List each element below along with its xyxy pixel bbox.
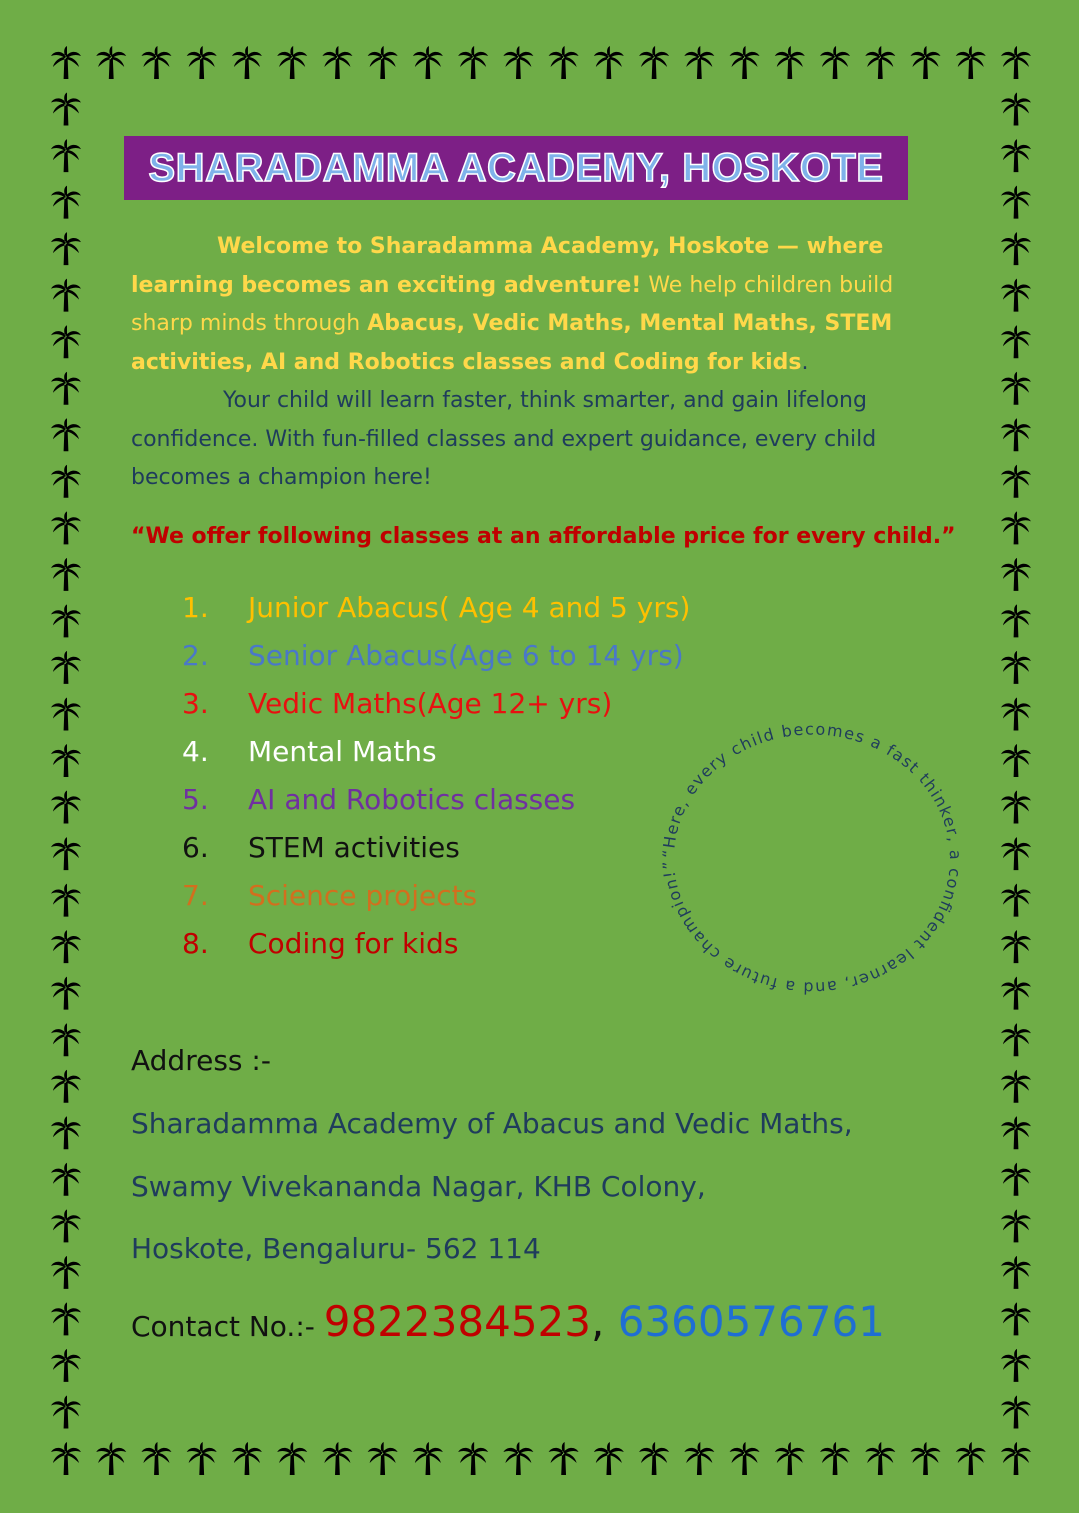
palm-tree-icon — [232, 46, 262, 79]
palm-tree-icon — [865, 1442, 895, 1475]
palm-tree-icon — [1001, 1209, 1031, 1242]
palm-tree-icon — [413, 46, 443, 79]
palm-tree-icon — [1001, 1349, 1031, 1382]
phone-number-1[interactable]: 9822384523 — [323, 1297, 591, 1346]
palm-tree-icon — [1001, 697, 1031, 730]
palm-tree-icon — [51, 139, 81, 172]
palm-tree-icon — [322, 46, 352, 79]
palm-tree-icon — [51, 1442, 81, 1475]
class-label: Vedic Maths(Age 12+ yrs) — [248, 687, 613, 720]
address-line-1: Sharadamma Academy of Abacus and Vedic Maths, — [131, 1107, 853, 1140]
class-item — [182, 728, 702, 776]
class-list — [182, 584, 702, 968]
palm-tree-icon — [1001, 744, 1031, 777]
palm-tree-icon — [1001, 93, 1031, 126]
palm-tree-icon — [141, 1442, 171, 1475]
palm-tree-icon — [639, 1442, 669, 1475]
intro-help: We help children build sharp minds through — [131, 272, 894, 336]
palm-tree-icon — [51, 791, 81, 824]
palm-tree-icon — [96, 46, 126, 79]
class-item — [182, 824, 702, 872]
palm-tree-icon — [51, 465, 81, 498]
palm-tree-icon — [51, 418, 81, 451]
palm-tree-icon — [820, 46, 850, 79]
palm-tree-icon — [322, 1442, 352, 1475]
palm-tree-icon — [51, 1116, 81, 1149]
address-line-2: Swamy Vivekananda Nagar, KHB Colony, — [131, 1170, 706, 1203]
palm-tree-icon — [51, 558, 81, 591]
palm-tree-icon — [51, 232, 81, 265]
palm-tree-icon — [51, 837, 81, 870]
class-number: 4. — [182, 735, 209, 768]
class-number: 1. — [182, 591, 209, 624]
palm-tree-icon — [1001, 46, 1031, 79]
class-label: Science projects — [248, 879, 478, 912]
palm-tree-icon — [1001, 930, 1031, 963]
title-banner — [124, 136, 908, 200]
class-item — [182, 632, 702, 680]
palm-tree-icon — [1001, 1163, 1031, 1196]
class-label: AI and Robotics classes — [248, 783, 576, 816]
palm-tree-icon — [1001, 465, 1031, 498]
palm-tree-icon — [368, 1442, 398, 1475]
palm-tree-icon — [1001, 604, 1031, 637]
palm-tree-icon — [51, 1163, 81, 1196]
palm-tree-icon — [549, 46, 579, 79]
palm-tree-icon — [1001, 1395, 1031, 1428]
palm-tree-icon — [1001, 1070, 1031, 1103]
palm-tree-icon — [1001, 1442, 1031, 1475]
class-item — [182, 680, 702, 728]
palm-tree-icon — [141, 46, 171, 79]
palm-tree-icon — [1001, 186, 1031, 219]
offer-statement: “We offer following classes at an affordable price for every child.” — [131, 524, 956, 549]
palm-tree-icon — [51, 604, 81, 637]
palm-tree-icon — [1001, 325, 1031, 358]
palm-tree-icon — [458, 46, 488, 79]
palm-tree-icon — [1001, 651, 1031, 684]
intro-confidence: Your child will learn faster, think smarter, and gain lifelong confidence. With fun-filled classes and expert guidance, every child becomes a champion here! — [131, 388, 877, 490]
palm-tree-icon — [594, 1442, 624, 1475]
palm-tree-icon — [684, 46, 714, 79]
palm-tree-icon — [1001, 837, 1031, 870]
palm-tree-icon — [96, 1442, 126, 1475]
intro-period: . — [801, 349, 809, 375]
palm-tree-icon — [1001, 232, 1031, 265]
palm-tree-icon — [1001, 558, 1031, 591]
palm-tree-icon — [594, 46, 624, 79]
class-number: 7. — [182, 879, 209, 912]
palm-tree-icon — [51, 93, 81, 126]
palm-tree-icon — [549, 1442, 579, 1475]
palm-tree-icon — [51, 325, 81, 358]
palm-tree-icon — [820, 1442, 850, 1475]
palm-tree-icon — [51, 651, 81, 684]
palm-tree-icon — [51, 1349, 81, 1382]
class-number: 6. — [182, 831, 209, 864]
class-label: Senior Abacus(Age 6 to 14 yrs) — [248, 639, 684, 672]
palm-tree-icon — [187, 46, 217, 79]
phone-number-2[interactable]: 6360576761 — [604, 1297, 885, 1346]
palm-tree-icon — [51, 186, 81, 219]
palm-tree-icon — [1001, 139, 1031, 172]
class-number: 2. — [182, 639, 209, 672]
palm-tree-icon — [503, 46, 533, 79]
palm-tree-icon — [51, 372, 81, 405]
intro-welcome: Welcome to Sharadamma Academy, Hoskote — where learning becomes an exciting adventure! — [131, 234, 884, 298]
palm-tree-icon — [51, 1302, 81, 1335]
palm-tree-icon — [51, 46, 81, 79]
palm-tree-icon — [277, 1442, 307, 1475]
intro-subjects: Abacus, Vedic Maths, Mental Maths, STEM activities, AI and Robotics classes and Coding for kids — [131, 311, 893, 375]
palm-tree-icon — [1001, 1023, 1031, 1056]
address-line-3: Hoskote, Bengaluru- 562 114 — [131, 1232, 541, 1265]
phone-separator: , — [590, 1297, 605, 1346]
palm-tree-icon — [956, 46, 986, 79]
contact-label: Contact No.:- — [131, 1310, 324, 1343]
palm-tree-icon — [187, 1442, 217, 1475]
class-item — [182, 776, 702, 824]
palm-tree-icon — [51, 697, 81, 730]
palm-tree-icon — [1001, 1256, 1031, 1289]
palm-tree-icon — [911, 1442, 941, 1475]
palm-tree-icon — [51, 279, 81, 312]
palm-tree-icon — [1001, 1302, 1031, 1335]
class-label: Junior Abacus( Age 4 and 5 yrs) — [248, 591, 691, 624]
palm-tree-icon — [51, 1070, 81, 1103]
palm-tree-icon — [277, 46, 307, 79]
class-item — [182, 920, 702, 968]
address-heading: Address :- — [131, 1044, 271, 1077]
circular-quote-text: “Here, every child becomes a fast thinker, a confident learner, and a future champion!” — [658, 719, 966, 998]
class-item — [182, 872, 702, 920]
palm-tree-icon — [1001, 372, 1031, 405]
page-title: SHARADAMMA ACADEMY, HOSKOTE — [148, 145, 884, 190]
palm-tree-icon — [51, 511, 81, 544]
intro-text — [131, 228, 931, 498]
palm-tree-icon — [1001, 791, 1031, 824]
palm-tree-icon — [730, 1442, 760, 1475]
palm-tree-icon — [51, 977, 81, 1010]
palm-tree-icon — [51, 1256, 81, 1289]
class-number: 8. — [182, 927, 209, 960]
palm-tree-icon — [775, 46, 805, 79]
palm-tree-icon — [1001, 418, 1031, 451]
class-label: Coding for kids — [248, 927, 459, 960]
palm-tree-icon — [956, 1442, 986, 1475]
palm-tree-icon — [775, 1442, 805, 1475]
palm-tree-icon — [51, 1023, 81, 1056]
palm-tree-icon — [1001, 511, 1031, 544]
palm-tree-icon — [51, 930, 81, 963]
palm-tree-icon — [413, 1442, 443, 1475]
contact-info — [131, 1297, 885, 1346]
palm-tree-icon — [1001, 977, 1031, 1010]
palm-tree-icon — [684, 1442, 714, 1475]
palm-tree-icon — [51, 744, 81, 777]
palm-tree-icon — [232, 1442, 262, 1475]
intro-paragraph-2 — [131, 382, 931, 498]
class-number: 3. — [182, 687, 209, 720]
class-label: STEM activities — [248, 831, 460, 864]
palm-tree-icon — [458, 1442, 488, 1475]
palm-tree-icon — [51, 884, 81, 917]
class-label: Mental Maths — [248, 735, 437, 768]
class-item — [182, 584, 702, 632]
palm-tree-icon — [730, 46, 760, 79]
palm-tree-icon — [1001, 884, 1031, 917]
palm-tree-icon — [1001, 279, 1031, 312]
palm-tree-icon — [911, 46, 941, 79]
class-number: 5. — [182, 783, 209, 816]
circular-quote — [640, 710, 970, 1010]
palm-tree-icon — [503, 1442, 533, 1475]
palm-tree-icon — [51, 1209, 81, 1242]
palm-tree-icon — [1001, 1116, 1031, 1149]
intro-paragraph-1 — [131, 228, 931, 382]
palm-tree-icon — [865, 46, 895, 79]
palm-tree-icon — [368, 46, 398, 79]
palm-tree-icon — [639, 46, 669, 79]
palm-tree-icon — [51, 1395, 81, 1428]
